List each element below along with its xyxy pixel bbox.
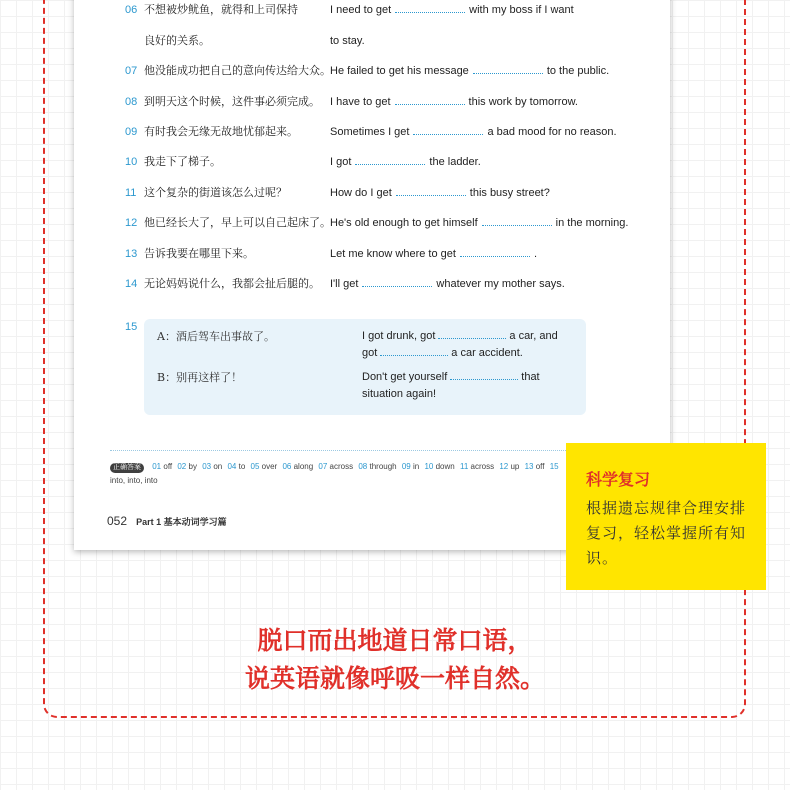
exercise-english: He's old enough to get himself in the morning. xyxy=(330,217,629,229)
exercise-chinese: 良好的关系。 xyxy=(144,34,210,47)
exercise-row xyxy=(74,274,670,294)
answer-word: over xyxy=(261,462,278,471)
answer-number: 12 xyxy=(499,462,509,471)
exercise-english: Sometimes I get a bad mood for no reason. xyxy=(330,126,617,138)
exercise-chinese: 无论妈妈说什么，我都会扯后腿的。 xyxy=(144,277,320,290)
answer-number: 08 xyxy=(358,462,368,471)
answer-word: into, into, into xyxy=(110,476,158,485)
slogan xyxy=(0,622,790,698)
exercise-chinese: 这个复杂的街道该怎么过呢？ xyxy=(144,186,287,199)
dialog-a-chinese: A：酒后驾车出事故了。 xyxy=(157,330,275,343)
exercise-number: 06 xyxy=(125,4,138,16)
review-note xyxy=(566,443,766,590)
answer-word: by xyxy=(188,462,197,471)
answer-blank[interactable] xyxy=(473,63,543,74)
exercise-row xyxy=(74,183,670,203)
note-body: 根据遗忘规律合理安排复习，轻松掌握所有知识。 xyxy=(586,500,747,567)
exercise-english: I'll get whatever my mother says. xyxy=(330,278,565,290)
answer-blank[interactable] xyxy=(482,215,552,226)
answer-number: 05 xyxy=(250,462,260,471)
answer-word: across xyxy=(329,462,354,471)
answer-blank[interactable] xyxy=(413,124,483,135)
page-number: 052 xyxy=(107,514,128,528)
exercise-english: I got the ladder. xyxy=(330,156,481,168)
exercise-row xyxy=(74,61,670,81)
exercise-number: 07 xyxy=(125,65,138,77)
answer-key-tag: 正确答案 xyxy=(110,463,144,473)
answer-blank[interactable] xyxy=(438,328,506,339)
exercise-row xyxy=(74,31,670,51)
note-title: 科学复习 xyxy=(586,472,651,489)
answer-word: up xyxy=(510,462,520,471)
answer-word: along xyxy=(293,462,314,471)
exercise-chinese: 他没能成功把自己的意向传达给大众。 xyxy=(144,64,331,77)
answer-word: off xyxy=(535,462,545,471)
answer-number: 09 xyxy=(401,462,411,471)
exercise-chinese: 到明天这个时候，这件事必须完成。 xyxy=(144,95,320,108)
part-title: Part 1 基本动词学习篇 xyxy=(136,517,227,527)
answer-number: 07 xyxy=(318,462,328,471)
dialog-a-english: I got drunk, got a car, and got a car accident. xyxy=(362,330,558,359)
exercise-chinese: 我走下了梯子。 xyxy=(144,155,221,168)
answer-number: 02 xyxy=(177,462,187,471)
answer-blank[interactable] xyxy=(355,154,425,165)
answer-number: 01 xyxy=(152,462,162,471)
exercise-row xyxy=(74,213,670,233)
exercise-number: 15 xyxy=(125,321,138,333)
exercise-number: 10 xyxy=(125,156,138,168)
exercise-number: 09 xyxy=(125,126,138,138)
answer-blank[interactable] xyxy=(396,185,466,196)
dialog-box xyxy=(144,319,586,415)
exercise-row xyxy=(74,152,670,172)
answer-word: off xyxy=(163,462,173,471)
exercise-number: 14 xyxy=(125,278,138,290)
exercise-number: 12 xyxy=(125,217,138,229)
answer-blank[interactable] xyxy=(395,2,465,13)
answer-blank[interactable] xyxy=(380,345,448,356)
answer-word: through xyxy=(369,462,397,471)
answer-blank[interactable] xyxy=(362,276,432,287)
exercise-chinese: 有时我会无缘无故地忧郁起来。 xyxy=(144,125,298,138)
answer-key xyxy=(110,460,565,488)
exercise-english: I need to get with my boss if I want xyxy=(330,4,574,16)
slogan-line-1: 脱口而出地道日常口语， xyxy=(257,627,533,655)
dialog-b-chinese: B：别再这样了！ xyxy=(157,371,243,384)
exercise-number: 11 xyxy=(125,187,137,199)
exercise-chinese: 他已经长大了，早上可以自己起床了。 xyxy=(144,216,331,229)
exercise-number: 13 xyxy=(125,248,138,260)
page-footer xyxy=(107,514,227,528)
answer-blank[interactable] xyxy=(395,94,465,105)
exercise-english: to stay. xyxy=(330,35,365,47)
answer-number: 06 xyxy=(282,462,292,471)
exercise-row xyxy=(74,0,670,20)
answer-number: 15 xyxy=(549,462,559,471)
exercise-english: How do I get this busy street? xyxy=(330,187,550,199)
answer-word: across xyxy=(470,462,495,471)
exercise-english: He failed to get his message to the public. xyxy=(330,65,610,77)
answer-number: 10 xyxy=(424,462,434,471)
slogan-line-2: 说英语就像呼吸一样自然。 xyxy=(244,665,545,693)
exercise-row xyxy=(74,244,670,264)
answer-number: 11 xyxy=(459,462,469,471)
answer-word: on xyxy=(213,462,223,471)
exercise-english: Let me know where to get . xyxy=(330,248,538,260)
dialog-b-english: Don't get yourself that situation again! xyxy=(362,371,540,400)
exercise-chinese: 告诉我要在哪里下来。 xyxy=(144,247,254,260)
answer-word: in xyxy=(413,462,420,471)
exercise-chinese: 不想被炒鱿鱼，就得和上司保持 xyxy=(144,3,298,16)
exercise-row xyxy=(74,92,670,112)
answer-word: down xyxy=(435,462,455,471)
answer-number: 13 xyxy=(524,462,534,471)
exercise-row xyxy=(74,122,670,142)
answer-number: 03 xyxy=(202,462,212,471)
answer-word: to xyxy=(238,462,246,471)
answer-number: 04 xyxy=(227,462,237,471)
answer-blank[interactable] xyxy=(460,246,530,257)
exercise-english: I have to get this work by tomorrow. xyxy=(330,96,578,108)
exercise-number: 08 xyxy=(125,96,138,108)
answer-blank[interactable] xyxy=(450,369,518,380)
